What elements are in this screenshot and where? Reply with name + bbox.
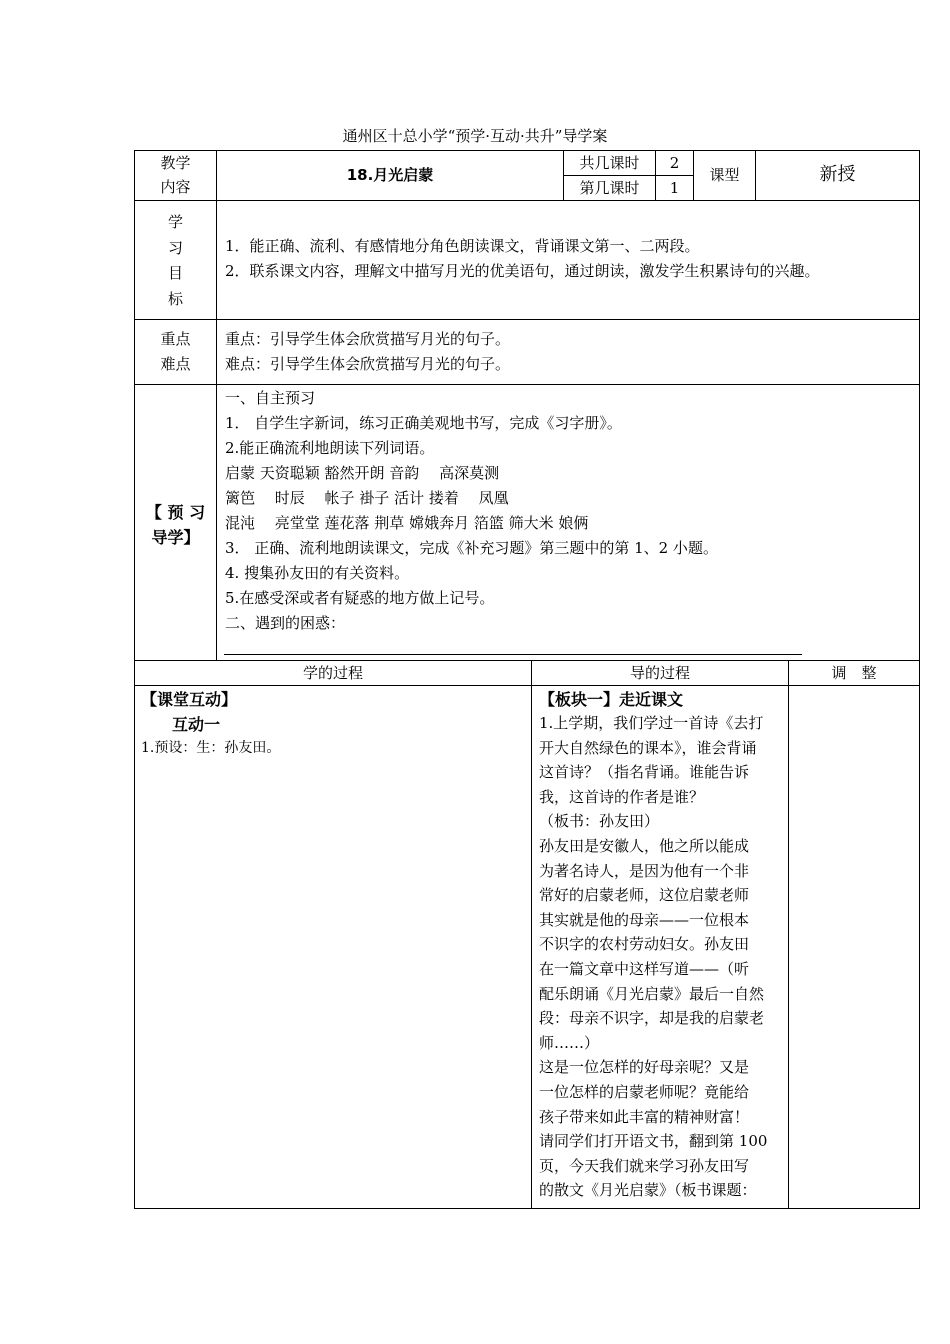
guiding-line: 我，这首诗的作者是谁？	[539, 787, 705, 806]
goals-list	[225, 234, 915, 284]
guiding-line: 请同学们打开语文书，翻到第 100	[539, 1132, 768, 1151]
guiding-line: 页，今天我们就来学习孙友田写	[539, 1156, 750, 1175]
guiding-process-header: 导的过程	[629, 664, 690, 682]
goals-label: 学 习 目 标	[167, 213, 183, 308]
guiding-line: 常好的启蒙老师，这位启蒙老师	[539, 886, 750, 905]
preview-line: 一、自主预习	[225, 389, 316, 407]
guiding-content	[539, 711, 787, 1203]
guiding-line: 在一篇文章中这样写道——（听	[539, 959, 750, 978]
preview-label: 【 预 习 导学】	[145, 503, 206, 547]
guiding-line: 师……）	[539, 1033, 600, 1052]
adjustment-header: 调 整	[831, 664, 877, 682]
difficult-point: 难点：引导学生体会欣赏描写月光的句子。	[225, 355, 511, 373]
guiding-line: 段：母亲不识字，却是我的启蒙老	[539, 1009, 765, 1028]
guiding-line: 配乐朗诵《月光启蒙》最后一自然	[539, 984, 765, 1003]
key-points-list	[225, 327, 915, 377]
type-label: 课型	[709, 166, 740, 184]
guiding-line: 一位怎样的启蒙老师呢？竟能给	[539, 1082, 750, 1101]
guiding-line: 为著名诗人，是因为他有一个非	[539, 861, 750, 880]
guiding-line: 这是一位怎样的好母亲呢？又是	[539, 1058, 750, 1077]
content-label: 教学 内容	[160, 154, 191, 196]
lesson-title: 18.月光启蒙	[346, 166, 434, 184]
goal-item: 1．能正确、流利、有感情地分角色朗读课文，背诵课文第一、二两段。	[225, 237, 700, 255]
preview-line: 4. 搜集孙友田的有关资料。	[225, 564, 410, 582]
current-period-value: 1	[669, 179, 680, 197]
total-periods-label: 共几课时	[579, 154, 640, 172]
vocab-line: 启蒙 天资聪颖 豁然开朗 音韵 高深莫测	[225, 464, 500, 482]
preview-content	[225, 386, 915, 636]
total-periods-value: 2	[669, 154, 680, 172]
learning-process-header: 学的过程	[302, 664, 363, 682]
confusion-label: 二、遇到的困惑：	[225, 614, 346, 632]
type-value: 新授	[819, 164, 856, 185]
guiding-line: （板书：孙友田）	[539, 812, 660, 831]
current-period-label: 第几课时	[579, 179, 640, 197]
classroom-interaction-title: 【课堂互动】	[141, 690, 238, 709]
preview-line: 2.能正确流利地朗读下列词语。	[225, 439, 435, 457]
vocab-line: 篱笆 时辰 帐子 褂子 活计 搂着 凤凰	[225, 489, 509, 507]
preview-line: 3． 正确、流利地朗读课文，完成《补充习题》第三题中的第 1、2 小题。	[225, 539, 718, 557]
guiding-line: 1.上学期，我们学过一首诗《去打	[539, 714, 764, 732]
guiding-line: 不识字的农村劳动妇女。孙友田	[539, 935, 750, 954]
guiding-line: 孩子带来如此丰富的精神财富！	[539, 1107, 750, 1126]
guiding-line: 其实就是他的母亲——一位根本	[539, 910, 750, 929]
learning-line: 1.预设：生：孙友田。	[141, 740, 281, 756]
block-one-title: 【板块一】走近课文	[539, 690, 684, 709]
guiding-line: 的散文《月光启蒙》（板书课题：	[539, 1181, 757, 1200]
guiding-line: 开大自然绿色的课本》，谁会背诵	[539, 738, 757, 757]
key-point: 重点：引导学生体会欣赏描写月光的句子。	[225, 330, 511, 348]
interaction-one-title: 互动一	[172, 715, 221, 734]
guiding-line: 这首诗？（指名背诵。谁能告诉	[539, 763, 750, 782]
key-points-label: 重点 难点	[160, 330, 191, 373]
preview-line: 1． 自学生字新词，练习正确美观地书写，完成《习字册》。	[225, 414, 622, 432]
preview-line: 5.在感受深或者有疑惑的地方做上记号。	[225, 589, 495, 607]
document-title: 通州区十总小学“预学·互动·共升”导学案	[342, 127, 608, 145]
guiding-line: 孙友田是安徽人，他之所以能成	[539, 836, 750, 855]
goal-item: 2．联系课文内容，理解文中描写月光的优美语句，通过朗读，激发学生积累诗句的兴趣。	[225, 262, 820, 280]
vocab-line: 混沌 亮堂堂 莲花落 荆草 嫦娥奔月 箔篮 筛大米 娘俩	[225, 514, 589, 532]
